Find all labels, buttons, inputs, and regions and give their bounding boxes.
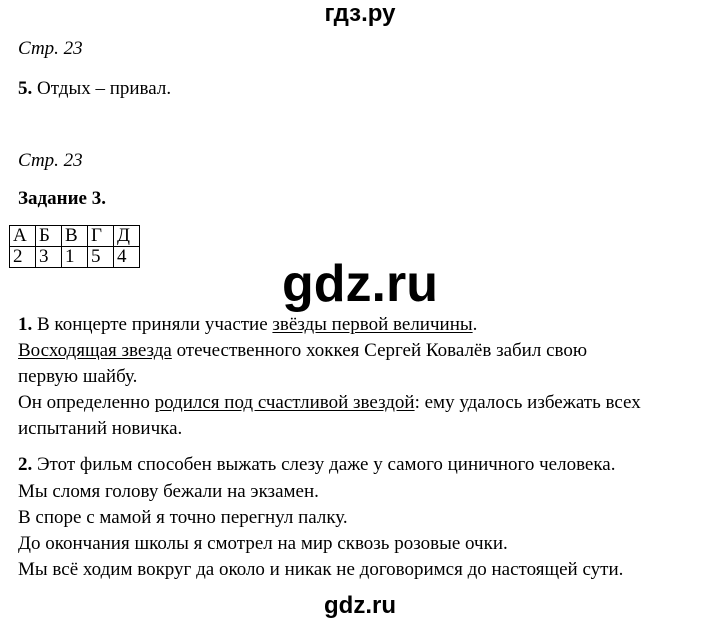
part1-line-4 [18,392,641,414]
table-cell: 2 [10,247,36,268]
part2-line-1 [18,454,616,476]
text-span: отечественного хоккея Сергей Ковалёв забил свою [171,340,588,361]
table-cell: Г [88,226,114,247]
table-row-letters [10,226,140,247]
part2-line-2: Мы сломя голову бежали на экзамен. [18,481,319,502]
page-reference-1: Стр. 23 [18,38,83,59]
part2-line-4: До окончания школы я смотрел на мир сквозь розовые очки. [18,533,508,554]
idiom-underlined: Восходящая звезда [18,340,172,361]
table-cell: Д [114,226,140,247]
text-span: Он определенно [18,392,155,413]
table-cell: 1 [62,247,88,268]
table-cell: 5 [88,247,114,268]
part2-number: 2. [18,454,33,475]
table-cell: 4 [114,247,140,268]
part1-number: 1. [18,314,33,335]
part1-line-3: первую шайбу. [18,366,138,387]
part2-line-5: Мы всё ходим вокруг да около и никак не договоримся до настоящей сути. [18,559,624,580]
text-span: : ему удалось избежать всех [414,392,641,413]
idiom-underlined: родился под счастливой звездой [154,392,415,413]
site-footer-title: gdz.ru [324,592,396,619]
idiom-underlined: звёзды первой величины [272,314,473,335]
task-title: Задание 3. [18,188,106,209]
part1-line-2 [18,340,587,362]
text-span: . [472,314,478,335]
watermark: gdz.ru [282,255,438,313]
text-span: В концерте приняли участие [32,314,273,335]
item-text: Отдых – привал. [32,78,172,99]
table-cell: 3 [36,247,62,268]
table-cell: Б [36,226,62,247]
table-cell: А [10,226,36,247]
answer-item-5 [18,78,171,100]
table-cell: В [62,226,88,247]
part1-line-1 [18,314,477,336]
item-number: 5. [18,78,33,99]
part2-line-3: В споре с мамой я точно перегнул палку. [18,507,348,528]
site-header-title: гдз.ру [324,0,396,27]
text-span: Этот фильм способен выжать слезу даже у самого циничного человека. [32,454,616,475]
page-reference-2: Стр. 23 [18,150,83,171]
part1-line-5: испытаний новичка. [18,418,183,439]
